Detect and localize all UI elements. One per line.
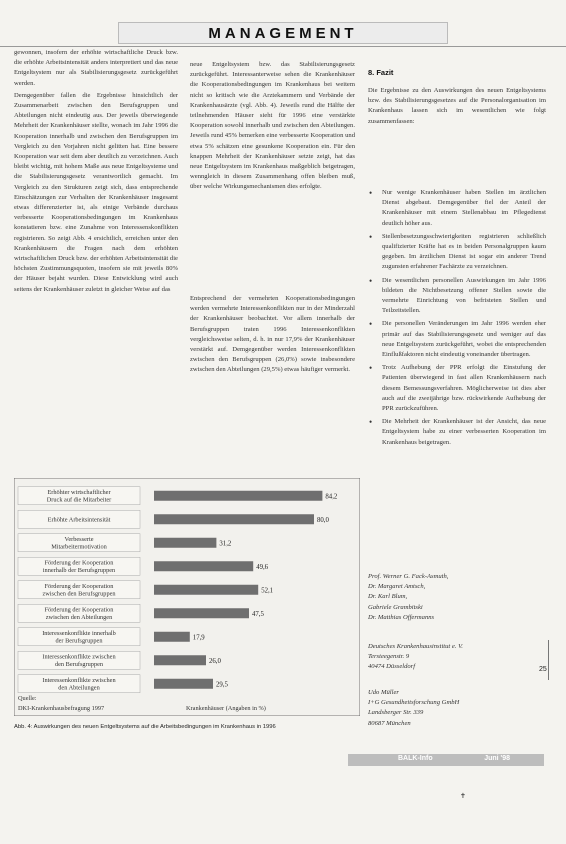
- list-item: [368, 363, 546, 414]
- category-label: Erhöhte Arbeitsintensität: [47, 516, 111, 524]
- value-label: 47,5: [252, 610, 264, 618]
- author: Dr. Karl Blum,: [368, 593, 408, 601]
- paragraph: Entsprechend der vermehrten Kooperationsbedingungen werden vermehrte Interessenkonflikten nur in der Minderzahl der Krankenhäuser beobachtet. Vor allem innerhalb der Berufsgruppen traten 1996 Interessenkonflikten vergleichsweise selten, d. h. in nur 17,9% der Krankenhäuser verstärkt auf. Demgegenüber werden Interessenkonflikten zwischen den Berufsgruppen (26,0%) sowie insbesondere zwischen den Abteilungen (29,5%) etwas häufiger vermerkt.: [190, 295, 355, 374]
- institute-address-1: [368, 642, 546, 673]
- category-label: Förderung der Kooperation zwischen den Abteilungen: [44, 606, 114, 621]
- value-label: 31,2: [219, 540, 232, 548]
- address-line: Udo Müller: [368, 689, 399, 696]
- header-rule: [0, 46, 566, 47]
- journal-name: BALK-Info: [398, 755, 433, 762]
- chart-bar: [154, 632, 190, 642]
- category-label: Interessenkonflikte zwischen den Abteilungen: [42, 677, 116, 692]
- paragraph: gewonnen, insofern der erhöhte wirtschaftliche Druck bzw. die erhöhte Arbeitsintensität anders interpretiert und das neue Entgeltsystem nur als Stabilisierungsgesetz zurückgeführt werden.: [14, 49, 178, 87]
- address-line: Deutsches Krankenhausinstitut e. V.: [368, 643, 463, 650]
- value-label: 49,6: [256, 563, 269, 571]
- paragraph: Die Ergebnisse zu den Auswirkungen des neuen Entgeltsystems bzw. des Stabilisierungsgesetzes auf die Personalorganisation im Krankenhaus lassen sich im wesentlichen wie folgt zusammenfassen:: [368, 87, 546, 125]
- chart-source-label: Quelle:: [18, 695, 37, 702]
- bullet-icon: •: [369, 319, 373, 330]
- paragraph: neue Entgeltsystem bzw. das Stabilisierungsgesetz zurückgeführt. Interessanterweise sehen die Krankenhäuser die Kooperationsbedingungen im Krankenhaus bei weitem nicht so kritisch wie die Arztekammern und Verbände der Krankenhausärzte (vgl. Abb. 4). Jeweils rund die Hälfte der teilnehmenden Häuser sieht für 1996 eine verstärkte Kooperation sowohl innerhalb und zwischen den Abteilungen. Jeweils rund 45% bemerken eine verbesserte Kooperation und etwa 5% schätzen eine gesunkene Kooperation ein. Für den knappen Mehrheit der Krankenhäuser setzte zeigt, hat das neue Entgeltsystem im Krankenhaus maßgeblich beigetragen, wenngleich in diesem Zusammenhang offen bleiben muß, über welche Wirkungsmechanismen dies erfolgte.: [190, 61, 355, 191]
- bullet-icon: •: [369, 363, 373, 374]
- list-item: [368, 417, 546, 448]
- chart-bar: [154, 514, 314, 524]
- issue-date: Juni '98: [484, 755, 510, 762]
- author: Gabriele Grambitski: [368, 603, 423, 611]
- page-number: 25: [539, 666, 547, 673]
- list-item-text: Die wesentlichen personellen Auswirkungen im Jahr 1996 bildeten die Nichtbesetzung offener Stellen sowie die vermehrte Einrichtung von befristeten Stellen und Teilzeitstellen.: [382, 276, 546, 315]
- list-item-text: Trotz Aufhebung der PPR erfolgt die Einstufung der Patienten überwiegend in fast allen Krankenhäusern nach diesem Bemessungsverfahren. Möglicherweise ist dies aber auch auf die zweijährige bzw. rückwirkende Aufhebung der PPR zurückzuführen.: [382, 364, 546, 413]
- figure-caption: Abb. 4: Auswirkungen des neuen Entgeltsystems auf die Arbeitsbedingungen im Krankenhaus in 1996: [14, 724, 276, 730]
- chart-bar: [154, 561, 253, 571]
- text-column-1: [14, 48, 178, 295]
- category-label: Verbesserte Mitarbeitermotivation: [51, 536, 107, 551]
- bullet-icon: •: [369, 231, 373, 242]
- section-header: MANAGEMENT: [118, 22, 448, 44]
- margin-rule: [548, 640, 549, 680]
- address-line: I+G Gesundheitsforschung GmbH: [368, 699, 460, 707]
- footer-bar: [348, 754, 544, 766]
- chart-bar: [154, 655, 206, 665]
- author-list: [368, 572, 546, 623]
- fazit-bullet-list: [368, 188, 546, 451]
- bullet-icon: •: [369, 188, 373, 198]
- category-label: Erhöhter wirtschaftlicher Druck auf die Mitarbeiter: [46, 489, 112, 504]
- chart-bar: [154, 585, 258, 595]
- bar-chart: [14, 478, 360, 716]
- value-label: 26,0: [209, 657, 221, 665]
- section-heading-fazit: 8. Fazit: [368, 68, 394, 77]
- category-label: Förderung der Kooperation innerhalb der Berufsgruppen: [42, 559, 116, 574]
- list-item-text: Stellenbesetzungsschwierigkeiten registrieren schließlich qualifizierter Kräfte hat es in beiden Personalgruppen kaum gegeben. Im ärztlichen Dienst ist sogar ein anderer Trend zugunsten erfahrener Fachärzte zu verzeichnen.: [382, 232, 546, 271]
- institute-address-2: [368, 688, 546, 729]
- value-label: 29,5: [216, 681, 228, 689]
- list-item: [368, 276, 546, 317]
- text-column-2b: [190, 294, 355, 376]
- text-column-2: [190, 60, 355, 193]
- footer-mark-icon: ✝: [460, 792, 466, 800]
- category-label: Interessenkonflikte innerhalb der Berufsgruppen: [42, 630, 116, 645]
- category-label: Förderung der Kooperation zwischen den Berufsgruppen: [42, 583, 116, 598]
- value-label: 17,9: [192, 634, 205, 642]
- value-label: 80,0: [317, 516, 329, 524]
- address-line: Tersteegenstr. 9: [368, 653, 410, 661]
- chart-bar: [154, 538, 216, 548]
- paragraph: Demgegenüber fallen die Ergebnisse hinsichtlich der Zusammenarbeit zwischen den Berufsgruppen und Abteilungen nicht eindeutig aus. Der jeweils überwiegende Mehrheit der Krankenhäuser stellte, wonach im Jahr 1996 die Kooperation innerhalb und zwischen den Berufsgruppen im Vergleich zu den Vorjahren nicht gelitten hat. Eine bessere Kooperation war seit dem aber deutlich zu verzeichnen. Auch bleibt wichtig, mit hohem Maße aus neue Entgeltsysteme und die Stabilisierungsgesetz verantwortlich gemacht. Im Vergleich zu den Strukturen zeigt sich, dass entsprechende Einschätzungen zur Verhalten der Krankenhäuser insgesamt etwas differenzierter ist, als einige Verbände durchaus verbesserte Kooperationsbedingungen im Krankenhaus konstatieren bzw. eine Zunahme von Interessenskonflikten registrieren. So zeigt Abb. 4 ersichtlich, erreichen unter den Krankenhäusern die Fragen nach dem erhöhten wirtschaftlichen Druck bzw. der erhöhten Arbeitsintensität die höchsten Zustimmungsquoten, insofern sie mit jeweils 80% der Häuser bejaht wurden. Diese Entwicklung wird auch seitens der Krankenhäuser zuletzt in gleicher Weise auf das: [14, 91, 178, 293]
- fazit-intro: [368, 86, 546, 127]
- author: Dr. Matthias Offermanns: [368, 613, 435, 621]
- bullet-icon: •: [369, 417, 373, 428]
- list-item-text: Die personellen Veränderungen im Jahr 1996 werden eher primär auf das Stabilisierungsgesetz und weniger auf das neue Entgeltsystem zurückgeführt, wobei die entsprechenden Einflußfaktoren nicht eindeutig voneinander übertragen.: [382, 320, 546, 359]
- author: Prof. Werner G. Fack-Asmuth,: [368, 573, 449, 580]
- chart-bar: [154, 491, 322, 501]
- list-item-text: Nur wenige Krankenhäuser haben Stellen im ärztlichen Dienst abgebaut. Demgegenüber fiel der Anteil der Krankenhäuser mit einem Stellenabbau im Pflegedienst deutlich höher aus.: [382, 189, 546, 227]
- address-line: Landsberger Str. 339: [368, 709, 424, 717]
- address-line: 80687 München: [368, 719, 411, 727]
- list-item: [368, 188, 546, 229]
- author: Dr. Margaret Amtsch,: [368, 583, 426, 591]
- value-label: 84,2: [325, 493, 338, 501]
- list-item: [368, 319, 546, 360]
- address-line: 40474 Düsseldorf: [368, 663, 416, 671]
- chart-footnote: DKI-Krankenhausbefragung 1997: [18, 705, 105, 712]
- bullet-icon: •: [369, 275, 373, 286]
- chart-x-axis-label: Krankenhäuser (Angaben in %): [186, 705, 266, 712]
- list-item: [368, 232, 546, 273]
- category-label: Interessenkonflikte zwischen den Berufsgruppen: [42, 653, 116, 668]
- chart-bar: [154, 608, 249, 618]
- value-label: 52,1: [261, 587, 274, 595]
- chart-bar: [154, 679, 213, 689]
- list-item-text: Die Mehrheit der Krankenhäuser ist der Ansicht, das neue Entgeltsystem habe zu einer verbesserten Kooperation im Krankenhaus beigetragen.: [382, 418, 546, 446]
